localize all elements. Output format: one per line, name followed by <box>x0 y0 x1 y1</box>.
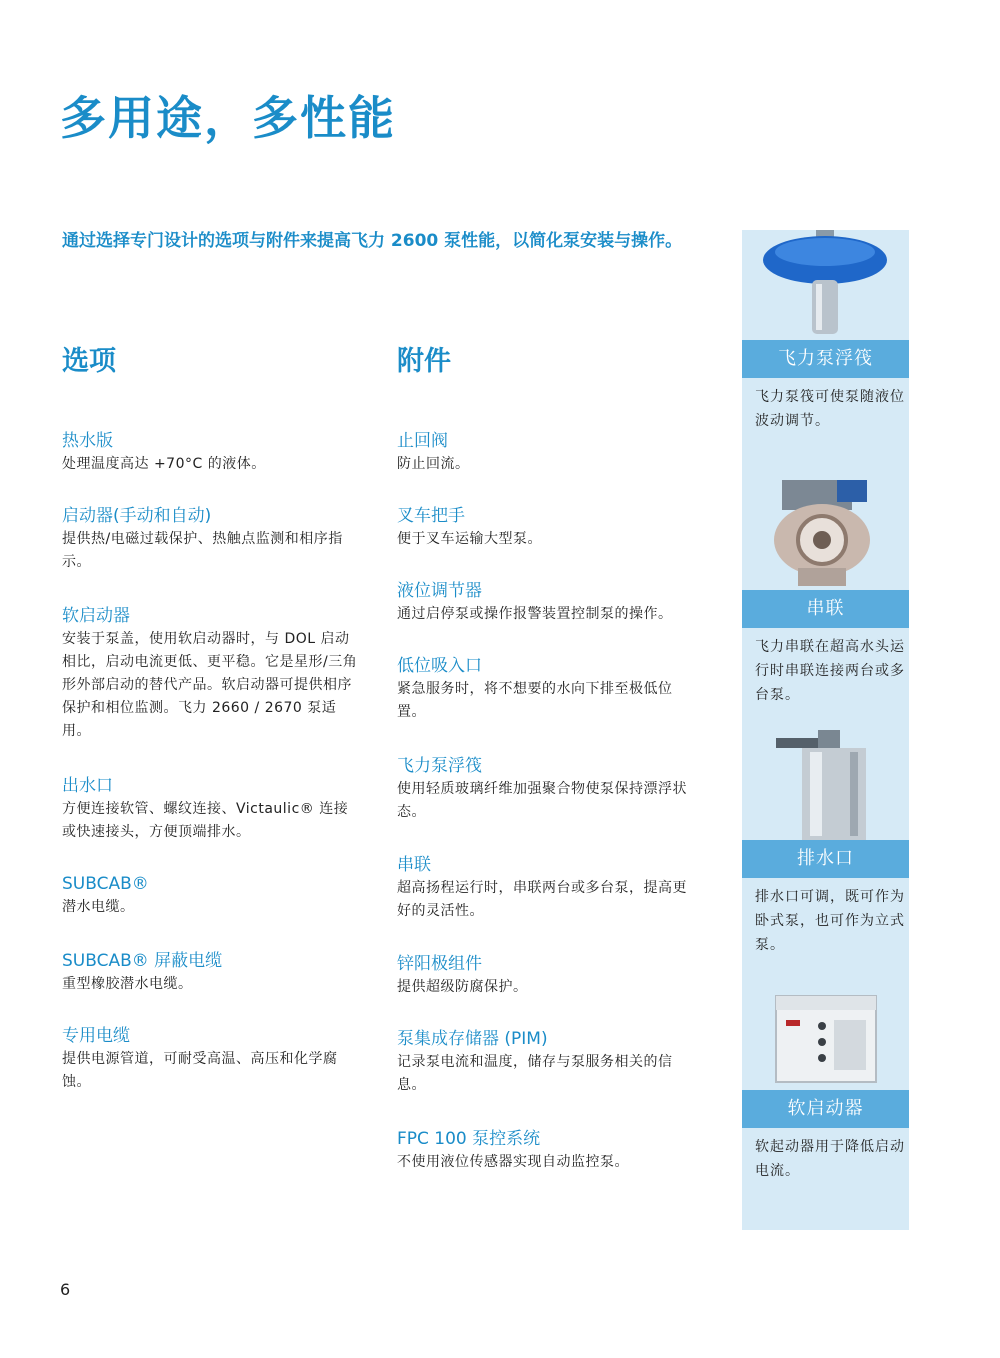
accessory-item <box>397 1027 697 1127</box>
intro-text: 通过选择专门设计的选项与附件来提高飞力 2600 泵性能，以简化泵安装与操作。 <box>62 231 683 251</box>
option-title: 软启动器 <box>62 606 130 626</box>
option-item <box>62 429 362 504</box>
option-body: 安装于泵盖，使用软启动器时，与 DOL 启动相比，启动电流更低、更平稳。它是星形/三角形外部启动的替代产品。软启动器可提供相序保护和相位监测。飞力 2660 / 2670 泵适用。 <box>62 631 358 739</box>
sidebar-card-text: 飞力泵筏可使泵随液位波动调节。 <box>755 389 905 429</box>
option-body: 方便连接软管、螺纹连接、Victaulic® 连接或快速接头，方便顶端排水。 <box>62 801 349 840</box>
sidebar-card-label: 排水口 <box>742 840 909 878</box>
accessory-body: 通过启停泵或操作报警装置控制泵的操作。 <box>397 606 673 622</box>
option-title: 热水版 <box>62 431 113 451</box>
sidebar-card-series <box>742 480 909 730</box>
accessory-body: 提供超级防腐保护。 <box>397 979 528 995</box>
accessory-item <box>397 754 697 853</box>
accessories-column <box>397 345 697 1174</box>
accessory-item <box>397 504 697 579</box>
accessory-title: FPC 100 泵控系统 <box>397 1129 541 1149</box>
options-heading: 选项 <box>62 346 116 377</box>
accessory-title: 液位调节器 <box>397 581 482 601</box>
sidebar-card-text: 软起动器用于降低启动电流。 <box>755 1139 905 1179</box>
accessory-body: 防止回流。 <box>397 456 470 472</box>
accessory-title: 止回阀 <box>397 431 448 451</box>
option-title: 启动器(手动和自动) <box>62 506 212 526</box>
accessory-item <box>397 429 697 504</box>
sidebar-card-outlet <box>742 730 909 980</box>
sidebar-card-label: 飞力泵浮筏 <box>742 340 909 378</box>
sidebar-card-label: 串联 <box>742 590 909 628</box>
accessory-body: 不使用液位传感器实现自动监控泵。 <box>397 1154 629 1170</box>
option-body: 提供热/电磁过载保护、热触点监测和相序指示。 <box>62 531 343 570</box>
option-body: 重型橡胶潜水电缆。 <box>62 976 193 992</box>
option-title: SUBCAB® <box>62 874 149 894</box>
accessory-body: 便于叉车运输大型泵。 <box>397 531 542 547</box>
option-body: 提供电源管道，可耐受高温、高压和化学腐蚀。 <box>62 1051 338 1090</box>
option-item <box>62 949 362 1024</box>
feature-sidebar <box>742 230 909 1230</box>
accessories-heading: 附件 <box>397 346 451 377</box>
accessory-item <box>397 654 697 754</box>
option-body: 潜水电缆。 <box>62 899 135 915</box>
accessory-title: 泵集成存储器 (PIM) <box>397 1029 548 1049</box>
accessory-item <box>397 853 697 952</box>
option-body: 处理温度高达 +70°C 的液体。 <box>62 456 266 472</box>
accessory-item <box>397 952 697 1027</box>
option-item <box>62 774 362 872</box>
accessory-title: 串联 <box>397 855 431 875</box>
sidebar-card-text: 排水口可调，既可作为卧式泵，也可作为立式泵。 <box>755 889 905 953</box>
sidebar-card-raft <box>742 230 909 480</box>
accessory-title: 飞力泵浮筏 <box>397 756 482 776</box>
sidebar-card-label: 软启动器 <box>742 1090 909 1128</box>
pump-raft-image <box>742 230 909 340</box>
sidebar-card-text: 飞力串联在超高水头运行时串联连接两台或多台泵。 <box>755 639 905 703</box>
accessory-title: 叉车把手 <box>397 506 465 526</box>
option-title: 专用电缆 <box>62 1026 130 1046</box>
accessory-body: 超高扬程运行时，串联两台或多台泵，提高更好的灵活性。 <box>397 880 687 919</box>
soft-starter-image <box>742 980 909 1090</box>
page-title: 多用途，多性能 <box>60 91 396 145</box>
accessory-item <box>397 579 697 654</box>
option-item <box>62 1024 362 1094</box>
option-item <box>62 872 362 949</box>
option-title: 出水口 <box>62 776 113 796</box>
accessory-title: 低位吸入口 <box>397 656 482 676</box>
accessory-item <box>397 1127 697 1174</box>
accessory-body: 紧急服务时，将不想要的水向下排至极低位置。 <box>397 681 673 720</box>
outlet-image <box>742 730 909 840</box>
page-number: 6 <box>60 1280 71 1299</box>
series-connection-image <box>742 480 909 590</box>
accessory-body: 记录泵电流和温度，储存与泵服务相关的信息。 <box>397 1054 673 1093</box>
accessory-body: 使用轻质玻璃纤维加强聚合物使泵保持漂浮状态。 <box>397 781 687 820</box>
options-column <box>62 345 362 1094</box>
sidebar-card-soft-starter <box>742 980 909 1230</box>
option-title: SUBCAB® 屏蔽电缆 <box>62 951 223 971</box>
option-item <box>62 504 362 604</box>
accessory-title: 锌阳极组件 <box>397 954 482 974</box>
option-item <box>62 604 362 774</box>
